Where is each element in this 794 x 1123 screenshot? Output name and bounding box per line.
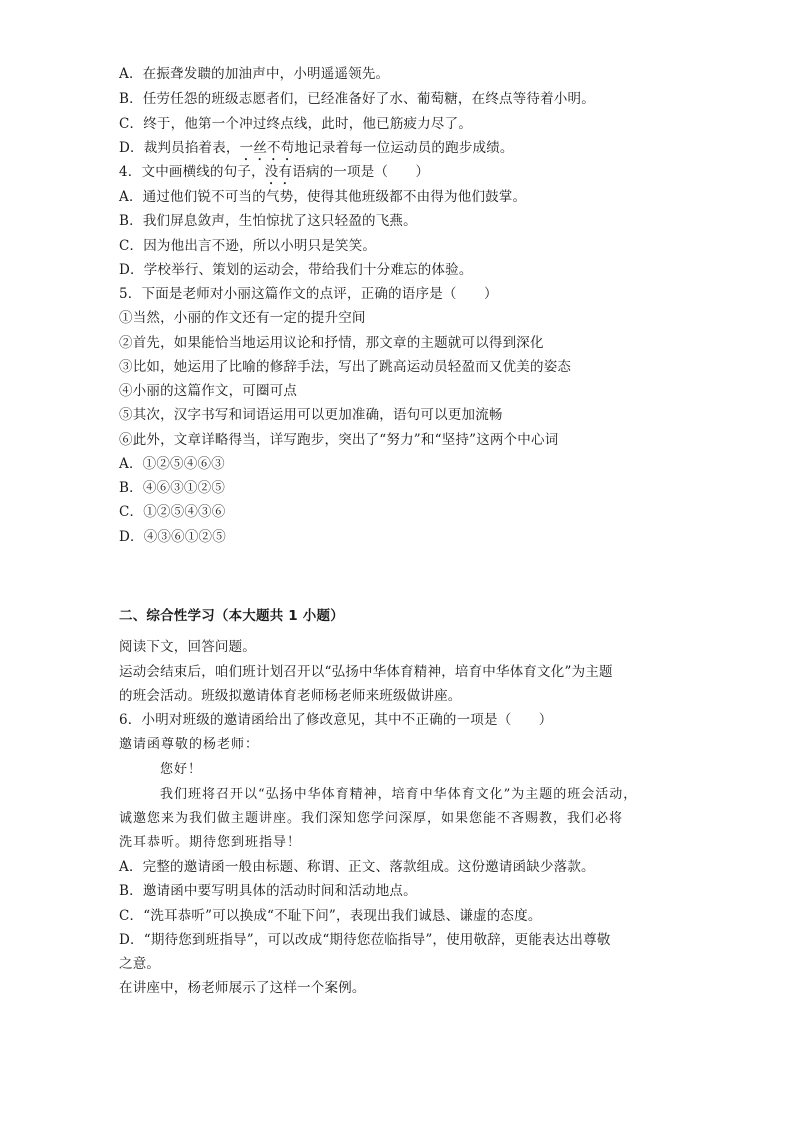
q3-option-d-emphasis: 一丝不苟 [239, 140, 295, 156]
q6-option-d-line-1: D．“期待您到班指导”，可以改成“期待您莅临指导”，使用敬辞，更能表达出尊敬 [119, 932, 611, 948]
q4-option-c: C．因为他出言不逊，所以小明只是笑笑。 [119, 238, 377, 254]
letter-body-line-3: 洗耳恭听。期待您到班指导！ [119, 835, 302, 850]
context-paragraph-line-2: 的班会活动。班级拟邀请体育老师杨老师来班级做讲座。 [119, 688, 462, 704]
letter-body-line-1: 我们班将召开以“弘扬中华体育精神，培育中华体育文化”为主题的班会活动， [160, 787, 638, 802]
q3-option-a: A．在振聋发聩的加油声中，小明遥遥领先。 [119, 66, 390, 82]
q5-option-d: D．④③⑥①②⑤ [119, 529, 226, 545]
section-heading: 二、综合性学习（本大题共 1 小题） [119, 608, 344, 624]
context-paragraph-line-1: 运动会结束后，咱们班计划召开以“弘扬中华体育精神，培育中华体育文化”为主题 [119, 664, 613, 680]
q5-stem: 5．下面是老师对小丽这篇作文的点评，正确的语序是（ ） [119, 286, 498, 302]
q4-option-d: D．学校举行、策划的运动会，带给我们十分难忘的体验。 [119, 262, 473, 278]
q5-item-4: ④小丽的这篇作文，可圈可点 [119, 383, 298, 399]
q5-item-5: ⑤其次，汉字书写和词语运用可以更加准确，语句可以更加流畅 [119, 407, 503, 423]
q4-stem-emphasis: 没有 [264, 164, 293, 180]
q5-item-1: ①当然，小丽的作文还有一定的提升空间 [119, 310, 366, 326]
closing-sentence: 在讲座中，杨老师展示了这样一个案例。 [119, 980, 366, 996]
q4-stem-post: 语病的一项是（ ） [292, 164, 430, 180]
letter-title: 邀请函尊敬的杨老师： [119, 737, 260, 752]
q3-option-d [119, 138, 514, 164]
q4-option-b: B．我们屏息敛声，生怕惊扰了这只轻盈的飞燕。 [119, 213, 417, 229]
letter-body-line-2: 诚邀您来为我们做主题讲座。我们深知您学问深厚，如果您能不吝赐教，我们必将 [119, 811, 624, 826]
q5-option-a: A．①②⑤④⑥③ [119, 456, 225, 472]
q5-option-b: B．④⑥③①②⑤ [119, 480, 226, 496]
q3-option-d-post: 地记录着每一位运动员的跑步成绩。 [294, 140, 514, 156]
q5-item-2: ②首先，如果能恰当地运用议论和抒情，那文章的主题就可以得到深化 [119, 335, 544, 351]
q3-option-c: C．终于，他第一个冲过终点线，此时，他已筋疲力尽了。 [119, 116, 473, 132]
q3-option-b: B．任劳任怨的班级志愿者们，已经准备好了水、葡萄糖，在终点等待着小明。 [119, 91, 595, 107]
q6-option-d-line-2: 之意。 [119, 956, 161, 972]
q6-option-a: A．完整的邀请函一般由标题、称谓、正文、落款组成。这份邀请函缺少落款。 [119, 859, 595, 875]
q4-stem [119, 162, 429, 188]
q5-item-6: ⑥此外，文章详略得当，详写跑步，突出了“努力”和“坚持”这两个中心词 [119, 432, 559, 448]
reading-intro: 阅读下文，回答问题。 [119, 639, 256, 655]
q5-item-3: ③比如，她运用了比喻的修辞手法，写出了跳高运动员轻盈而又优美的姿态 [119, 359, 572, 375]
q6-option-c: C．“洗耳恭听”可以换成“不耻下问”，表现出我们诚恳、谦虚的态度。 [119, 908, 542, 924]
q6-option-b: B．邀请函中要写明具体的活动时间和活动地点。 [119, 883, 417, 899]
q3-option-d-pre: D．裁判员掐着表， [119, 140, 240, 156]
q5-option-c: C．①②⑤④③⑥ [119, 504, 226, 520]
q4-option-a: A．通过他们锐不可当的气势，使得其他班级都不由得为他们鼓掌。 [119, 189, 527, 205]
letter-greeting: 您好！ [160, 762, 203, 777]
q6-stem: 6．小明对班级的邀请函给出了修改意见，其中不正确的一项是（ ） [119, 712, 553, 728]
q4-stem-pre: 4．文中画横线的句子， [119, 164, 265, 180]
